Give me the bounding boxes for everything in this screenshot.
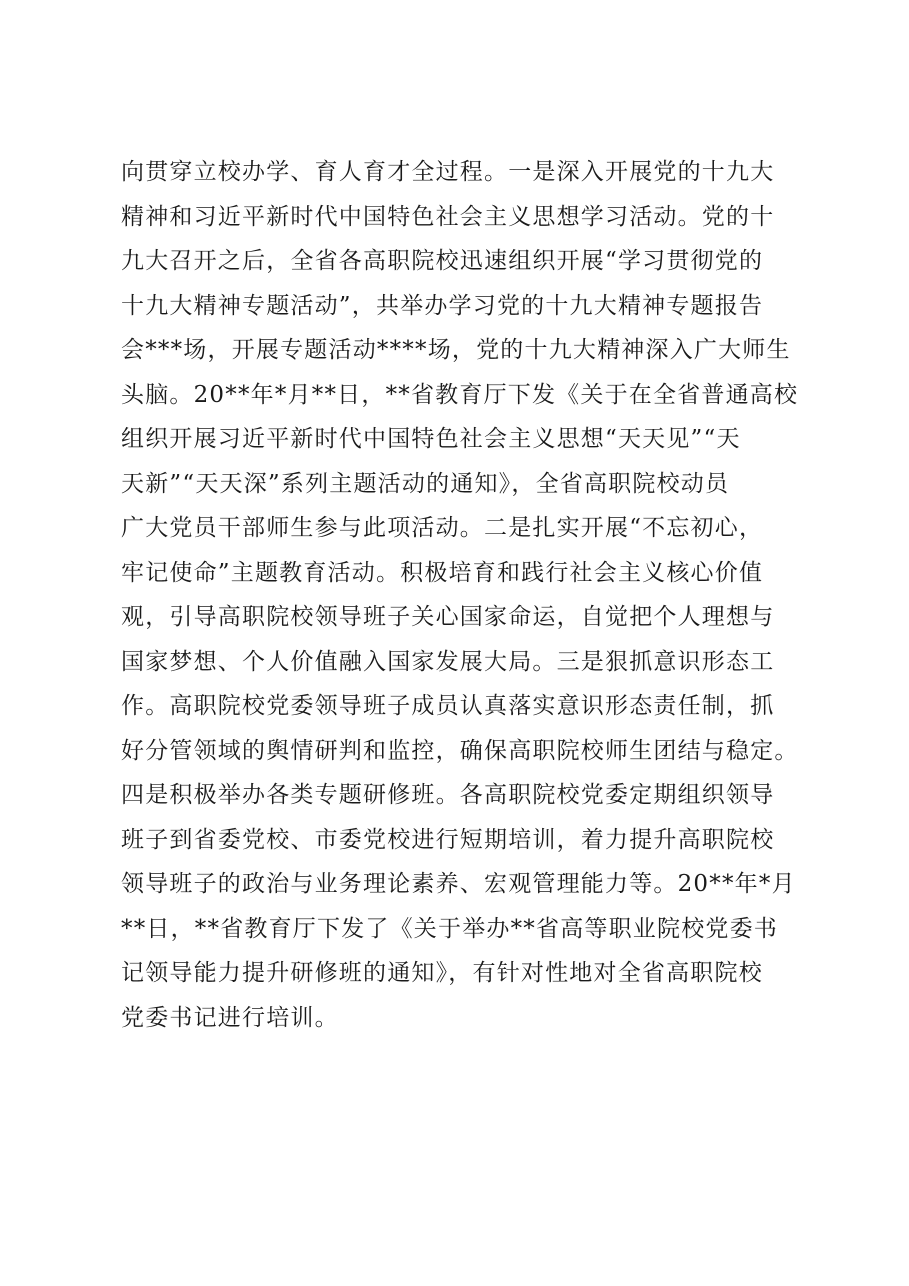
text-line: 记领导能力提升研修班的通知》，有针对性地对全省高职院校	[121, 960, 763, 986]
text-line: 天新”“天天深”系列主题活动的通知》，全省高职院校动员	[121, 470, 730, 497]
text-line: 精神和习近平新时代中国特色社会主义思想学习活动。党的十	[121, 203, 775, 230]
text-line: 领导班子的政治与业务理论素养、宏观管理能力等。20**年*月	[121, 871, 796, 897]
text-line: 广大党员干部师生参与此项活动。二是扎实开展“不忘初心，	[121, 515, 764, 541]
text-line: 观，引导高职院校领导班子关心国家命运，自觉把个人理想与	[121, 604, 775, 630]
text-line: 向贯穿立校办学、育人育才全过程。一是深入开展党的十九大	[121, 159, 775, 185]
text-line: 牢记使命”主题教育活动。积极培育和践行社会主义核心价值	[121, 559, 764, 586]
text-line: 会***场，开展专题活动****场，党的十九大精神深入广大师生	[121, 337, 791, 363]
text-line: 班子到省委党校、市委党校进行短期培训，着力提升高职院校	[121, 826, 775, 853]
text-line: 九大召开之后，全省各高职院校迅速组织开展“学习贯彻党的	[121, 248, 764, 274]
text-line: 作。高职院校党委领导班子成员认真落实意识形态责任制，抓	[121, 693, 775, 719]
text-line: 组织开展习近平新时代中国特色社会主义思想“天天见”“天	[121, 426, 741, 452]
text-line: 国家梦想、个人价值融入国家发展大局。三是狠抓意识形态工	[121, 648, 775, 675]
text-line: 头脑。20**年*月**日，**省教育厅下发《关于在全省普通高校	[121, 381, 799, 408]
body-paragraph	[121, 150, 821, 1040]
text-line: 党委书记进行培训。	[121, 1004, 339, 1031]
text-line: 好分管领域的舆情研判和监控，确保高职院校师生团结与稳定。	[121, 737, 799, 764]
text-line: 十九大精神专题活动”，共举办学习党的十九大精神专题报告	[121, 292, 764, 319]
text-line: **日，**省教育厅下发了《关于举办**省高等职业院校党委书	[121, 915, 778, 942]
text-line: 四是积极举办各类专题研修班。各高职院校党委定期组织领导	[121, 782, 775, 808]
